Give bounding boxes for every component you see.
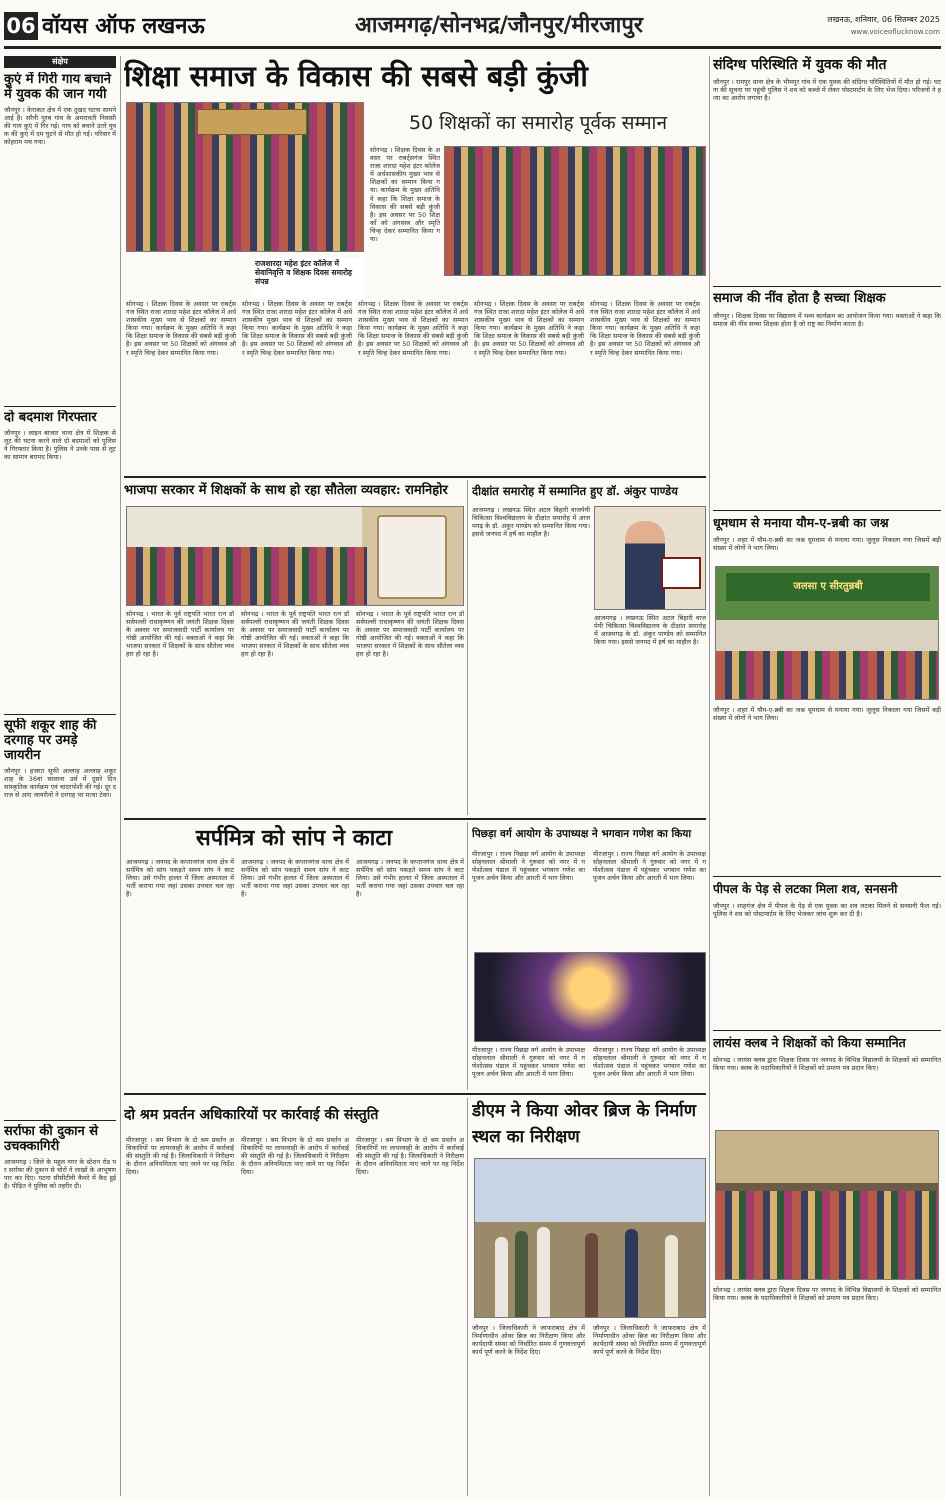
website[interactable]: www.voiceoflucknow.com — [850, 28, 940, 36]
lead-body-text — [370, 146, 440, 291]
divider — [713, 286, 941, 287]
lions-club-photo — [715, 1130, 939, 1280]
ankur-article-photo — [594, 506, 706, 610]
lead-photo-1 — [126, 102, 364, 252]
right-item-body: जौनपुर । शहर में यौम-ए-न्नबी का जश्न धूमधाम से मनाया गया। जुलूस निकाला गया जिसमें बड़ी संख्या में लोगों ने भाग लिया। — [713, 706, 941, 723]
article-body: मीरजापुर । राज्य पिछड़ा वर्ग आयोग के उपाध्यक्ष सोहनलाल श्रीमाली ने गुरुवार को नगर में गणेशोत्सव पंडाल में पहुंचकर भगवान गणेश का पूजन अर्चन किया और आरती में भाग लिया। — [593, 1046, 706, 1079]
right-item-2 — [713, 290, 941, 508]
official — [495, 1237, 508, 1317]
masthead-rule — [4, 46, 941, 49]
right-item-title: संदिग्ध परिस्थिति में युवक की मौत — [713, 57, 887, 73]
jalsa-banner: जलसा ए सीरतुन्नबी — [726, 573, 930, 601]
lead-body: सोनभद्र । शिक्षक दिवस के अवसर पर राबर्ट्सगंज स्थित राजा शारदा महेश इंटर कॉलेज में अर्धशासकीय मुख्य भाव से शिक्षकों का सम्मान किया गया। कार्यक्रम के मुख्य अतिथि ने कहा कि शिक्षा समाज के विकास की सबसे बड़ी कुंजी है। इस अवसर पर 50 शिक्षकों को अंगवस्त्र और स्मृति चिन्ह देकर सम्मानित किया गया। — [590, 300, 700, 357]
brief-body: जौनपुर । केराकत क्षेत्र में एक दुखद घटना सामने आई है। सरैनी पूरब गांव के अमरावती निवासी की गाय कुएं में गिर गई। गाय को बचाने उतरे युवक की कुएं में दम घुटने से मौत हो गई। परिवार में कोहराम मच गया। — [4, 106, 116, 147]
edition-title: आजमगढ़/सोनभद्र/जौनपुर/मीरजापुर — [355, 12, 643, 38]
ganesh-article-body-bottom — [472, 1046, 706, 1090]
ankur-article-body-left — [472, 506, 590, 815]
masthead — [0, 0, 945, 52]
column-rule — [467, 822, 468, 1090]
jalsa-photo — [715, 566, 939, 700]
divider — [4, 1120, 116, 1121]
dm-article-body — [472, 1324, 706, 1494]
ankur-article-body-right — [594, 614, 706, 815]
divider — [124, 476, 706, 478]
lead-body: सोनभद्र । शिक्षक दिवस के अवसर पर राबर्ट्सगंज स्थित राजा शारदा महेश इंटर कॉलेज में अर्धशासकीय मुख्य भाव से शिक्षकों का सम्मान किया गया। कार्यक्रम के मुख्य अतिथि ने कहा कि शिक्षा समाज के विकास की सबसे बड़ी कुंजी है। इस अवसर पर 50 शिक्षकों को अंगवस्त्र और स्मृति चिन्ह देकर सम्मानित किया गया। — [370, 146, 440, 244]
article-body: मीरजापुर । श्रम विभाग के दो श्रम प्रवर्तन अधिकारियों पर लापरवाही के आरोप में कार्रवाई की संस्तुति की गई है। जिलाधिकारी ने निरीक्षण के दौरान अनियमितता पाए जाने पर यह निर्देश दिया। — [126, 1136, 234, 1177]
official — [537, 1227, 550, 1317]
people — [127, 547, 367, 606]
right-item-body: जौनपुर । रामपुर थाना क्षेत्र के भीमपुर गांव में एक युवक की संदिग्ध परिस्थितियों में मौत हो गई। घटना की सूचना पर पहुंची पुलिस ने शव को कब्जे में लेकर पोस्टमार्टम के लिए भेज दिया। परिजनों ने हत्या का आरोप लगाया है। — [713, 78, 941, 103]
divider — [713, 510, 941, 511]
right-item-5 — [713, 1034, 941, 1496]
brief-item-1 — [4, 72, 116, 402]
official — [515, 1231, 528, 1317]
article-body: सोनभद्र । भारत के पूर्व राष्ट्रपति भारत रत्न डॉ सर्वपल्ली राधाकृष्णन की जयंती शिक्षक दिवस के अवसर पर समाजवादी पार्टी कार्यालय पर गोष्ठी आयोजित की गई। वक्ताओं ने कहा कि भाजपा सरकार में शिक्षकों के साथ सौतेला व्यवहार हो रहा है। — [126, 610, 234, 659]
right-item-title: पीपल के पेड़ से लटका मिला शव, सनसनी — [713, 882, 898, 896]
column-rule — [709, 56, 710, 1496]
article-body: जौनपुर । जिलाधिकारी ने जाफराबाद क्षेत्र में निर्माणाधीन ओवर ब्रिज का निरीक्षण किया और कार्यदायी संस्था को निर्धारित समय में गुणवत्तापूर्ण कार्य पूर्ण करने के निर्देश दिए। — [593, 1324, 706, 1357]
person — [625, 521, 665, 610]
article-body: मीरजापुर । श्रम विभाग के दो श्रम प्रवर्तन अधिकारियों पर लापरवाही के आरोप में कार्रवाई की संस्तुति की गई है। जिलाधिकारी ने निरीक्षण के दौरान अनियमितता पाए जाने पर यह निर्देश दिया। — [241, 1136, 349, 1177]
brief-body: जौनपुर । लाइन बाजार थाना क्षेत्र में शिक्षक से लूट की घटना करने वाले दो बदमाशों को पुलिस ने गिरफ्तार किया है। पुलिस ने उनके पास से लूट का सामान बरामद किया। — [4, 429, 116, 462]
lead-photo-caption: राजशारदा महेश इंटर कॉलेज में सेवानिवृत्ति व शिक्षक दिवस समारोह संपन्न — [252, 258, 364, 298]
snake-article-body — [126, 858, 464, 1090]
official — [585, 1233, 598, 1317]
right-item-4 — [713, 880, 941, 1028]
divider — [4, 406, 116, 407]
certificate — [661, 557, 701, 589]
dateline: लखनऊ, शनिवार, 06 सितम्बर 2025 — [827, 15, 940, 24]
people — [716, 1191, 939, 1280]
brief-body: जौनपुर । हजरत सूफी अल्लाह अल्लाह शकूर शाह के 36वां सालाना उर्स में दूसरे दिन सांस्कृतिक कार्यक्रम एवं चादरपोशी की गई। दूर दराज से आए जायरीनों ने दरगाह पर मत्था टेका। — [4, 767, 116, 800]
people — [716, 651, 939, 700]
article-body: आजमगढ़ । लखनऊ स्थित अटल बिहारी वाजपेयी चिकित्सा विश्वविद्यालय के दीक्षांत समारोह में आजमगढ़ के डॉ. अंकुर पाण्डेय को सम्मानित किया गया। इससे जनपद में हर्ष का माहौल है। — [472, 506, 590, 539]
bjp-article-headline: भाजपा सरकार में शिक्षकों के साथ हो रहा सौतेला व्यवहार: रामनिहोर — [124, 483, 448, 498]
article-body: मीरजापुर । राज्य पिछड़ा वर्ग आयोग के उपाध्यक्ष सोहनलाल श्रीमाली ने गुरुवार को नगर में गणेशोत्सव पंडाल में पहुंचकर भगवान गणेश का पूजन अर्चन किया और आरती में भाग लिया। — [472, 850, 585, 883]
right-item-body: सोनभद्र । लायंस क्लब द्वारा शिक्षक दिवस पर जनपद के विभिन्न विद्यालयों के शिक्षकों को सम्मानित किया गया। क्लब के पदाधिकारियों ने शिक्षकों को प्रमाण पत्र प्रदान किए। — [713, 1056, 941, 1073]
right-item-1 — [713, 56, 941, 284]
lead-photo-2 — [444, 146, 706, 276]
article-body: आजमगढ़ । जनपद के कप्तानगंज थाना क्षेत्र में सर्पमित्र को सांप पकड़ते समय सांप ने काट लिया। उसे गंभीर हालत में जिला अस्पताल में भर्ती कराया गया जहां उसका उपचार चल रहा है। — [241, 858, 349, 899]
portrait — [377, 515, 447, 599]
lead-body: सोनभद्र । शिक्षक दिवस के अवसर पर राबर्ट्सगंज स्थित राजा शारदा महेश इंटर कॉलेज में अर्धशासकीय मुख्य भाव से शिक्षकों का सम्मान किया गया। कार्यक्रम के मुख्य अतिथि ने कहा कि शिक्षा समाज के विकास की सबसे बड़ी कुंजी है। इस अवसर पर 50 शिक्षकों को अंगवस्त्र और स्मृति चिन्ह देकर सम्मानित किया गया। — [474, 300, 584, 357]
paper-name: वॉयस ऑफ लखनऊ — [42, 13, 205, 39]
column-rule — [467, 480, 468, 815]
official — [665, 1235, 678, 1317]
bjp-article-body — [126, 610, 464, 815]
brief-title: दो बदमाश गिरफ्तार — [4, 410, 97, 425]
labour-article-body — [126, 1136, 464, 1494]
divider — [124, 818, 706, 820]
lead-sub-headline: 50 शिक्षकों का समारोह पूर्वक सम्मान — [408, 112, 668, 134]
lead-body-columns — [126, 300, 706, 472]
divider — [713, 1030, 941, 1031]
ganesh-article-photo — [474, 952, 706, 1042]
dm-article-photo — [474, 1158, 706, 1318]
lead-body: सोनभद्र । शिक्षक दिवस के अवसर पर राबर्ट्सगंज स्थित राजा शारदा महेश इंटर कॉलेज में अर्धशासकीय मुख्य भाव से शिक्षकों का सम्मान किया गया। कार्यक्रम के मुख्य अतिथि ने कहा कि शिक्षा समाज के विकास की सबसे बड़ी कुंजी है। इस अवसर पर 50 शिक्षकों को अंगवस्त्र और स्मृति चिन्ह देकर सम्मानित किया गया। — [126, 300, 236, 357]
brief-title: सूफी शकूर शाह की दरगाह पर उमड़े जायरीन — [4, 718, 97, 763]
labour-article-headline: दो श्रम प्रवर्तन अधिकारियों पर कार्रवाई की संस्तुति — [124, 1107, 379, 1123]
right-item-title: लायंस क्लब ने शिक्षकों को किया सम्मानित — [713, 1035, 906, 1050]
right-item-body: सोनभद्र । लायंस क्लब द्वारा शिक्षक दिवस पर जनपद के विभिन्न विद्यालयों के शिक्षकों को सम्मानित किया गया। क्लब के पदाधिकारियों ने शिक्षकों को प्रमाण पत्र प्रदान किए। — [713, 1286, 941, 1303]
dm-article-headline: डीएम ने किया ओवर ब्रिज के निर्माण स्थल का निरीक्षण — [472, 1101, 697, 1147]
article-body: आजमगढ़ । जनपद के कप्तानगंज थाना क्षेत्र में सर्पमित्र को सांप पकड़ते समय सांप ने काट लिया। उसे गंभीर हालत में जिला अस्पताल में भर्ती कराया गया जहां उसका उपचार चल रहा है। — [126, 858, 234, 899]
column-rule — [120, 56, 121, 1496]
ganesh-article-headline: पिछड़ा वर्ग आयोग के उपाध्यक्ष ने भगवान गणेश का किया — [472, 828, 692, 840]
article-body: जौनपुर । जिलाधिकारी ने जाफराबाद क्षेत्र में निर्माणाधीन ओवर ब्रिज का निरीक्षण किया और कार्यदायी संस्था को निर्धारित समय में गुणवत्तापूर्ण कार्य पूर्ण करने के निर्देश दिए। — [472, 1324, 585, 1357]
article-body: मीरजापुर । राज्य पिछड़ा वर्ग आयोग के उपाध्यक्ष सोहनलाल श्रीमाली ने गुरुवार को नगर में गणेशोत्सव पंडाल में पहुंचकर भगवान गणेश का पूजन अर्चन किया और आरती में भाग लिया। — [472, 1046, 585, 1079]
bjp-article-photo — [126, 506, 464, 606]
snake-article-headline: सर्पमित्र को सांप ने काटा — [195, 825, 393, 851]
banner — [197, 109, 307, 135]
page-number: 06 — [4, 12, 38, 40]
brief-item-2 — [4, 410, 116, 710]
right-item-3 — [713, 514, 941, 874]
ganesh-article-body-top — [472, 850, 706, 948]
brief-body: आजमगढ़ । जिले के महुल नगर के स्टेशन रोड पर सर्राफा की दुकान से चोरों ने लाखों के आभूषण पार कर दिए। घटना सीसीटीवी कैमरे में कैद हुई है। पीड़ित ने पुलिस को तहरीर दी। — [4, 1158, 116, 1191]
lead-body: सोनभद्र । शिक्षक दिवस के अवसर पर राबर्ट्सगंज स्थित राजा शारदा महेश इंटर कॉलेज में अर्धशासकीय मुख्य भाव से शिक्षकों का सम्मान किया गया। कार्यक्रम के मुख्य अतिथि ने कहा कि शिक्षा समाज के विकास की सबसे बड़ी कुंजी है। इस अवसर पर 50 शिक्षकों को अंगवस्त्र और स्मृति चिन्ह देकर सम्मानित किया गया। — [358, 300, 468, 357]
lead-headline: शिक्षा समाज के विकास की सबसे बड़ी कुंजी — [124, 59, 588, 93]
column-rule — [467, 1098, 468, 1496]
right-item-body: जौनपुर । शिक्षक दिवस पर विद्यालय में भव्य कार्यक्रम का आयोजन किया गया। वक्ताओं ने कहा कि समाज की नींव सच्चा शिक्षक होता है जो राष्ट्र का निर्माण करता है। — [713, 312, 941, 329]
divider — [4, 714, 116, 715]
right-item-body: जौनपुर । शाहगंज क्षेत्र में पीपल के पेड़ से एक युवक का शव लटका मिलने से सनसनी फैल गई। पुलिस ने शव को पोस्टमार्टम के लिए भेजकर जांच शुरू कर दी है। — [713, 902, 941, 919]
article-body: मीरजापुर । राज्य पिछड़ा वर्ग आयोग के उपाध्यक्ष सोहनलाल श्रीमाली ने गुरुवार को नगर में गणेशोत्सव पंडाल में पहुंचकर भगवान गणेश का पूजन अर्चन किया और आरती में भाग लिया। — [593, 850, 706, 883]
article-body: सोनभद्र । भारत के पूर्व राष्ट्रपति भारत रत्न डॉ सर्वपल्ली राधाकृष्णन की जयंती शिक्षक दिवस के अवसर पर समाजवादी पार्टी कार्यालय पर गोष्ठी आयोजित की गई। वक्ताओं ने कहा कि भाजपा सरकार में शिक्षकों के साथ सौतेला व्यवहार हो रहा है। — [356, 610, 464, 659]
brief-section-label: संक्षेप — [4, 56, 116, 68]
article-body: सोनभद्र । भारत के पूर्व राष्ट्रपति भारत रत्न डॉ सर्वपल्ली राधाकृष्णन की जयंती शिक्षक दिवस के अवसर पर समाजवादी पार्टी कार्यालय पर गोष्ठी आयोजित की गई। वक्ताओं ने कहा कि भाजपा सरकार में शिक्षकों के साथ सौतेला व्यवहार हो रहा है। — [241, 610, 349, 659]
ankur-article-headline: दीक्षांत समारोह में सम्मानित हुए डॉ. अंकुर पाण्डेय — [472, 484, 678, 498]
right-item-title: समाज की नींव होता है सच्चा शिक्षक — [713, 291, 886, 306]
brief-item-4 — [4, 1124, 116, 1494]
brief-item-3 — [4, 718, 116, 1118]
divider — [124, 1093, 706, 1095]
article-body: आजमगढ़ । जनपद के कप्तानगंज थाना क्षेत्र में सर्पमित्र को सांप पकड़ते समय सांप ने काट लिया। उसे गंभीर हालत में जिला अस्पताल में भर्ती कराया गया जहां उसका उपचार चल रहा है। — [356, 858, 464, 899]
article-body: आजमगढ़ । लखनऊ स्थित अटल बिहारी वाजपेयी चिकित्सा विश्वविद्यालय के दीक्षांत समारोह में आजमगढ़ के डॉ. अंकुर पाण्डेय को सम्मानित किया गया। इससे जनपद में हर्ष का माहौल है। — [594, 614, 706, 647]
right-item-title: धूमधाम से मनाया यौम-ए-न्नबी का जश्न — [713, 515, 889, 530]
divider — [713, 876, 941, 877]
lead-body: सोनभद्र । शिक्षक दिवस के अवसर पर राबर्ट्सगंज स्थित राजा शारदा महेश इंटर कॉलेज में अर्धशासकीय मुख्य भाव से शिक्षकों का सम्मान किया गया। कार्यक्रम के मुख्य अतिथि ने कहा कि शिक्षा समाज के विकास की सबसे बड़ी कुंजी है। इस अवसर पर 50 शिक्षकों को अंगवस्त्र और स्मृति चिन्ह देकर सम्मानित किया गया। — [242, 300, 352, 357]
article-body: मीरजापुर । श्रम विभाग के दो श्रम प्रवर्तन अधिकारियों पर लापरवाही के आरोप में कार्रवाई की संस्तुति की गई है। जिलाधिकारी ने निरीक्षण के दौरान अनियमितता पाए जाने पर यह निर्देश दिया। — [356, 1136, 464, 1177]
official — [625, 1229, 638, 1317]
right-item-body: जौनपुर । शहर में यौम-ए-न्नबी का जश्न धूमधाम से मनाया गया। जुलूस निकाला गया जिसमें बड़ी संख्या में लोगों ने भाग लिया। — [713, 536, 941, 553]
brief-title: सर्राफा की दुकान से उचक्कागिरी — [4, 1124, 99, 1154]
brief-title: कुएं में गिरी गाय बचाने में युवक की जान गयी — [4, 72, 111, 102]
